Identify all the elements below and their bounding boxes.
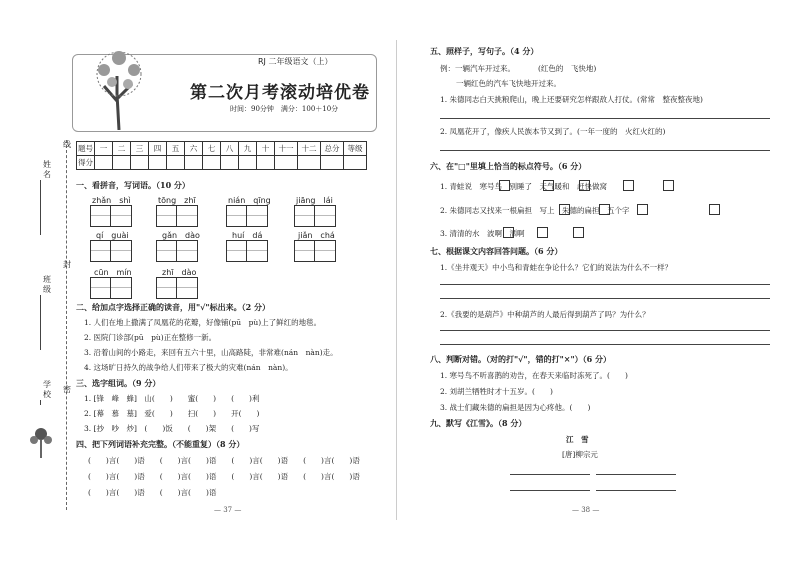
section-5-heading: 五、照样子，写句子。（4 分） xyxy=(430,46,539,56)
question-line: 3. [抄 吵 炒] ( )饭 ( )架 ( )写 xyxy=(84,424,260,433)
tree-logo-icon xyxy=(84,46,154,130)
poem-title: 江 雪 xyxy=(566,435,589,444)
question-line: 2. 凤凰花开了，像疾人民族本节又到了。(一年一度的 火红火红的) xyxy=(440,127,666,136)
class-label: 班级 xyxy=(43,275,51,294)
pinyin-label: zhī dào xyxy=(162,268,197,277)
page-title: 第二次月考滚动培优卷 xyxy=(190,83,370,103)
score-cell: 五 xyxy=(167,142,185,156)
question-line: 1. 人们在地上撒满了凤凰花的花瓣，好像铺(pū pù)上了鲜红的地毯。 xyxy=(84,318,322,327)
binding-dashed-line xyxy=(66,140,67,510)
punctuation-boxes[interactable] xyxy=(440,180,680,192)
answer-line[interactable] xyxy=(440,344,770,345)
pinyin-label: nián qīng xyxy=(228,196,271,205)
punctuation-boxes[interactable] xyxy=(440,204,720,216)
score-input-cell[interactable] xyxy=(321,156,344,170)
question-line: 1. 朱德同志白天挑粮爬山，晚上还要研究怎样跟敌人打仗。(常常 整夜整夜地) xyxy=(440,95,703,104)
question-line: 2. 刘胡兰牺牲时才十五岁。( ) xyxy=(440,387,553,396)
score-input-cell[interactable] xyxy=(95,156,113,170)
question-line: 1. [锋 峰 蜂] 山( ) 蜜( ) ( )利 xyxy=(84,394,260,403)
score-table xyxy=(76,141,367,170)
score-table-header-row xyxy=(77,142,367,156)
writing-grid[interactable] xyxy=(156,205,198,227)
writing-grid[interactable] xyxy=(90,205,132,227)
score-input-cell[interactable] xyxy=(185,156,203,170)
flower-decoration-icon xyxy=(26,420,56,460)
exam-info: 时间：90分钟 满分：100＋10分 xyxy=(230,105,339,113)
poem-line-field[interactable] xyxy=(596,474,676,475)
score-input-cell[interactable] xyxy=(275,156,298,170)
writing-grid[interactable] xyxy=(226,205,268,227)
name-field[interactable] xyxy=(40,180,41,235)
pinyin-label: zhǎn shì xyxy=(92,196,131,205)
name-label: 姓名 xyxy=(43,160,51,179)
fill-row: ( )言( )语 ( )言( )语 xyxy=(88,488,217,497)
question-line: 3. 清清的水 波啊 洒啊 xyxy=(440,229,525,238)
poem-line-field[interactable] xyxy=(510,490,590,491)
answer-line[interactable] xyxy=(440,118,770,119)
answer-line[interactable] xyxy=(440,284,770,285)
answer-line[interactable] xyxy=(440,330,770,331)
school-field[interactable] xyxy=(40,400,41,405)
writing-grid[interactable] xyxy=(294,240,336,262)
example-result: 一辆红色的汽车飞快地开过来。 xyxy=(456,79,561,88)
score-cell: 七 xyxy=(203,142,221,156)
pinyin-label: tōng zhī xyxy=(158,196,196,205)
score-input-cell[interactable] xyxy=(221,156,239,170)
score-input-cell[interactable] xyxy=(113,156,131,170)
writing-grid[interactable] xyxy=(156,277,198,299)
score-input-cell[interactable] xyxy=(298,156,321,170)
score-cell: 等级 xyxy=(344,142,367,156)
question-line: 2. 朱德同志又找来一根扁担 写上 朱德的扁担 五个字 xyxy=(440,206,630,215)
score-input-cell[interactable] xyxy=(149,156,167,170)
school-label: 学校 xyxy=(43,380,51,399)
question-line: 3. 战士们藏朱德的扁担是因为心疼他。( ) xyxy=(440,403,591,412)
section-1-heading: 一、看拼音，写词语。（10 分） xyxy=(76,180,190,190)
answer-line[interactable] xyxy=(440,150,770,151)
page-number-left: — 37 — xyxy=(214,506,242,514)
example-hint: (红色的 飞快地) xyxy=(538,64,597,73)
writing-grid[interactable] xyxy=(90,277,132,299)
score-cell: 八 xyxy=(221,142,239,156)
question-line: 3. 沿着山间的小路走，来回有五六十里，山高路陡，非常难(nán nàn)走。 xyxy=(84,348,338,357)
score-cell: 得分 xyxy=(77,156,95,170)
score-input-cell[interactable] xyxy=(131,156,149,170)
score-cell: 六 xyxy=(185,142,203,156)
score-input-cell[interactable] xyxy=(257,156,275,170)
section-4-heading: 四、把下列词语补充完整。（不能重复）（8 分） xyxy=(76,439,245,449)
pinyin-label: gǎn dào xyxy=(162,231,200,240)
score-cell: 二 xyxy=(113,142,131,156)
score-cell: 十一 xyxy=(275,142,298,156)
writing-grid[interactable] xyxy=(90,240,132,262)
writing-grid[interactable] xyxy=(226,240,268,262)
punctuation-boxes[interactable] xyxy=(440,227,600,239)
page-number-right: — 38 — xyxy=(572,506,600,514)
score-cell: 总分 xyxy=(321,142,344,156)
section-3-heading: 三、选字组词。（9 分） xyxy=(76,378,161,388)
pinyin-label: jiāng lái xyxy=(296,196,333,205)
score-input-cell[interactable] xyxy=(344,156,367,170)
score-table-score-row xyxy=(77,156,367,170)
pinyin-label: huí dá xyxy=(232,231,263,240)
binding-secret-label: 密 xyxy=(63,385,71,394)
section-7-heading: 七、根据课文内容回答问题。（6 分） xyxy=(430,246,563,256)
score-cell: 四 xyxy=(149,142,167,156)
pinyin-label: jiǎn chá xyxy=(298,231,335,240)
poem-line-field[interactable] xyxy=(596,490,676,491)
question-line: 4. 这场旷日持久的战争给人们带来了极大的灾难(nán nàn)。 xyxy=(84,363,293,372)
fill-row: ( )言( )语 ( )言( )语 ( )言( )语 ( )言( )语 xyxy=(88,456,360,465)
question-line: 1. 寒号鸟不听喜鹊的劝告，在春天来临时冻死了。( ) xyxy=(440,371,628,380)
question-line: 2. [幕 慕 墓] 爱( ) 扫( ) 开( ) xyxy=(84,409,260,418)
question-line: 2. 医院门诊部(pū pù)正在整修一新。 xyxy=(84,333,217,342)
section-8-heading: 八、判断对错。（对的打"√"，错的打"×"）（6 分） xyxy=(430,354,611,364)
question-line: 1.《坐井观天》中小鸟和青蛙在争论什么？它们的说法为什么不一样？ xyxy=(440,263,673,272)
score-cell: 一 xyxy=(95,142,113,156)
score-cell: 三 xyxy=(131,142,149,156)
binding-seal-label: 封 xyxy=(63,260,71,269)
answer-line[interactable] xyxy=(440,298,770,299)
score-cell: 题号 xyxy=(77,142,95,156)
score-cell: 十 xyxy=(257,142,275,156)
score-input-cell[interactable] xyxy=(203,156,221,170)
pinyin-label: cūn mín xyxy=(94,268,132,277)
example-sentence: 例：一辆汽车开过来。 xyxy=(440,64,515,73)
section-9-heading: 九、默写《江雪》。（8 分） xyxy=(430,418,527,428)
pinyin-label: qí guài xyxy=(96,231,129,240)
score-input-cell[interactable] xyxy=(239,156,257,170)
page-divider xyxy=(396,40,397,520)
section-2-heading: 二、给加点字选择正确的读音，用"√"标出来。（2 分） xyxy=(76,302,270,312)
binding-line-label: 线 xyxy=(63,140,71,149)
score-cell: 十二 xyxy=(298,142,321,156)
class-field[interactable] xyxy=(40,295,41,350)
question-line: 2.《我要的是葫芦》中种葫芦的人最后得到葫芦了吗？为什么？ xyxy=(440,310,650,319)
grade-tag: RJ 二年级语文（上） xyxy=(258,57,333,66)
writing-grid[interactable] xyxy=(294,205,336,227)
poem-author: [唐]柳宗元 xyxy=(562,450,598,459)
question-line: 1. 青蛙说 寒号鸟 别睡了 天气暖和 赶快做窝 xyxy=(440,182,608,191)
fill-row: ( )言( )语 ( )言( )语 ( )言( )语 ( )言( )语 xyxy=(88,472,360,481)
writing-grid[interactable] xyxy=(156,240,198,262)
score-input-cell[interactable] xyxy=(167,156,185,170)
score-cell: 九 xyxy=(239,142,257,156)
poem-line-field[interactable] xyxy=(510,474,590,475)
section-6-heading: 六、在"□"里填上恰当的标点符号。（6 分） xyxy=(430,161,587,171)
